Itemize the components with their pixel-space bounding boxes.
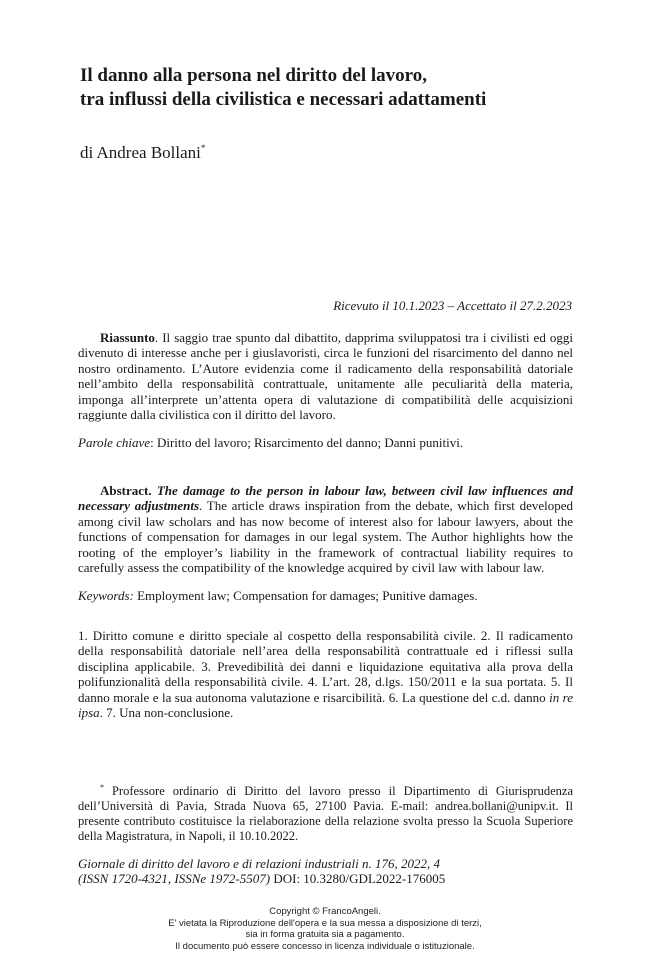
abstract-label: Abstract. bbox=[100, 483, 152, 498]
title-line-1: Il danno alla persona nel diritto del lavoro, bbox=[80, 65, 427, 86]
author-footnote bbox=[78, 780, 573, 844]
toc-italic-term: in re ipsa bbox=[78, 689, 573, 721]
article-title bbox=[80, 64, 600, 112]
abstract-text: . The article draws inspiration from the debate, which first developed among civil law scholars and has now become of interest also for labour lawyers, about the functions of compensation for damages in our legal system. The Author highlights how the rooting of the employer’s liability in the framework of contractual liability requires to carefully assess the compatibility of the knowledge acquired by civil law with labour law. bbox=[78, 498, 573, 576]
journal-issn: (ISSN 1720-4321, ISSNe 1972-5507) bbox=[78, 871, 271, 887]
abstract-paragraph bbox=[78, 483, 573, 575]
title-line-2: tra influssi della civilistica e necessari adattamenti bbox=[80, 89, 487, 110]
footnote-mark: * bbox=[100, 783, 104, 792]
journal-citation bbox=[78, 856, 573, 887]
author-footnote-mark: * bbox=[200, 143, 206, 153]
journal-name: Giornale di diritto del lavoro e di relazioni industriali n. 176, 2022, 4 bbox=[78, 856, 440, 871]
copyright-line-4: Il documento può essere concesso in licenza individuale o istituzionale. bbox=[175, 940, 475, 952]
parole-chiave-label: Parole chiave bbox=[78, 435, 151, 450]
author-line bbox=[80, 143, 205, 163]
footnote-text: Professore ordinario di Diritto del lavoro presso il Dipartimento di Giurisprudenza dell’Università di Pavia, Strada Nuova 65, 27100 Pavia. E-mail: andrea.bollani@unipv.it. Il presente contributo costituisce la rielaborazione della relazione svolta presso la Scuola Superiore della Magistratura, in Napoli, il 10.10.2022. bbox=[78, 784, 573, 843]
journal-doi: DOI: 10.3280/GDL2022-176005 bbox=[270, 871, 446, 887]
riassunto-label: Riassunto bbox=[100, 330, 155, 345]
keywords-text: Employment law; Compensation for damages; Punitive damages. bbox=[133, 588, 478, 603]
copyright-line-1: Copyright © FrancoAngeli. bbox=[269, 906, 381, 917]
abstract-title: The damage to the person in labour law, between civil law influences and necessary adjustments bbox=[78, 483, 574, 514]
author-name: di Andrea Bollani bbox=[80, 143, 201, 162]
copyright-line-3: sia in forma gratuita sia a pagamento. bbox=[245, 929, 405, 941]
riassunto-text: . Il saggio trae spunto dal dibattito, dapprima sviluppatosi tra i civilisti ed oggi divenuto di interesse anche per i giuslavoristi, circa le funzioni del risarcimento del danno nel nostro ordinamento. L’Autore evidenzia come il radicamento della responsabilità datoriale nell’ambito della responsabilità contrattuale, unitamente alle peculiarità della materia, imponga all’interprete un’attenta opera di valutazione di compatibilità delle acquisizioni raggiunte dalla civilistica con il diritto del lavoro. bbox=[78, 330, 573, 423]
keywords-label: Keywords: bbox=[78, 588, 134, 603]
riassunto-paragraph bbox=[78, 330, 573, 422]
copyright-notice bbox=[0, 906, 650, 952]
parole-chiave-line bbox=[78, 435, 573, 450]
keywords-line bbox=[78, 588, 573, 603]
table-of-contents bbox=[78, 628, 573, 720]
parole-chiave-text: : Diritto del lavoro; Risarcimento del danno; Danni punitivi. bbox=[150, 435, 464, 450]
toc-text: 1. Diritto comune e diritto speciale al cospetto della responsabilità civile. 2. Il radicamento della responsabilità datoriale nell’area della responsabilità contrattuale ed i riflessi sulla disciplina applicabile. 3. Prevedibilità dei danni e liquidazione equitativa alla prova della polifunzionalità della responsabilità civile. 4. L’art. 28, d.lgs. 150/2011 e la sua portata. 5. Il danno morale e la sua autonoma valutazione e risarcibilità. 6. La questione del c.d. danno bbox=[78, 628, 573, 705]
copyright-line-2: E' vietata la Riproduzione dell'opera e la sua messa a disposizione di terzi, bbox=[168, 917, 482, 929]
received-accepted-dates: Ricevuto il 10.1.2023 – Accettato il 27.2.2023 bbox=[333, 298, 572, 313]
toc-text-end: . 7. Una non-conclusione. bbox=[99, 705, 234, 721]
